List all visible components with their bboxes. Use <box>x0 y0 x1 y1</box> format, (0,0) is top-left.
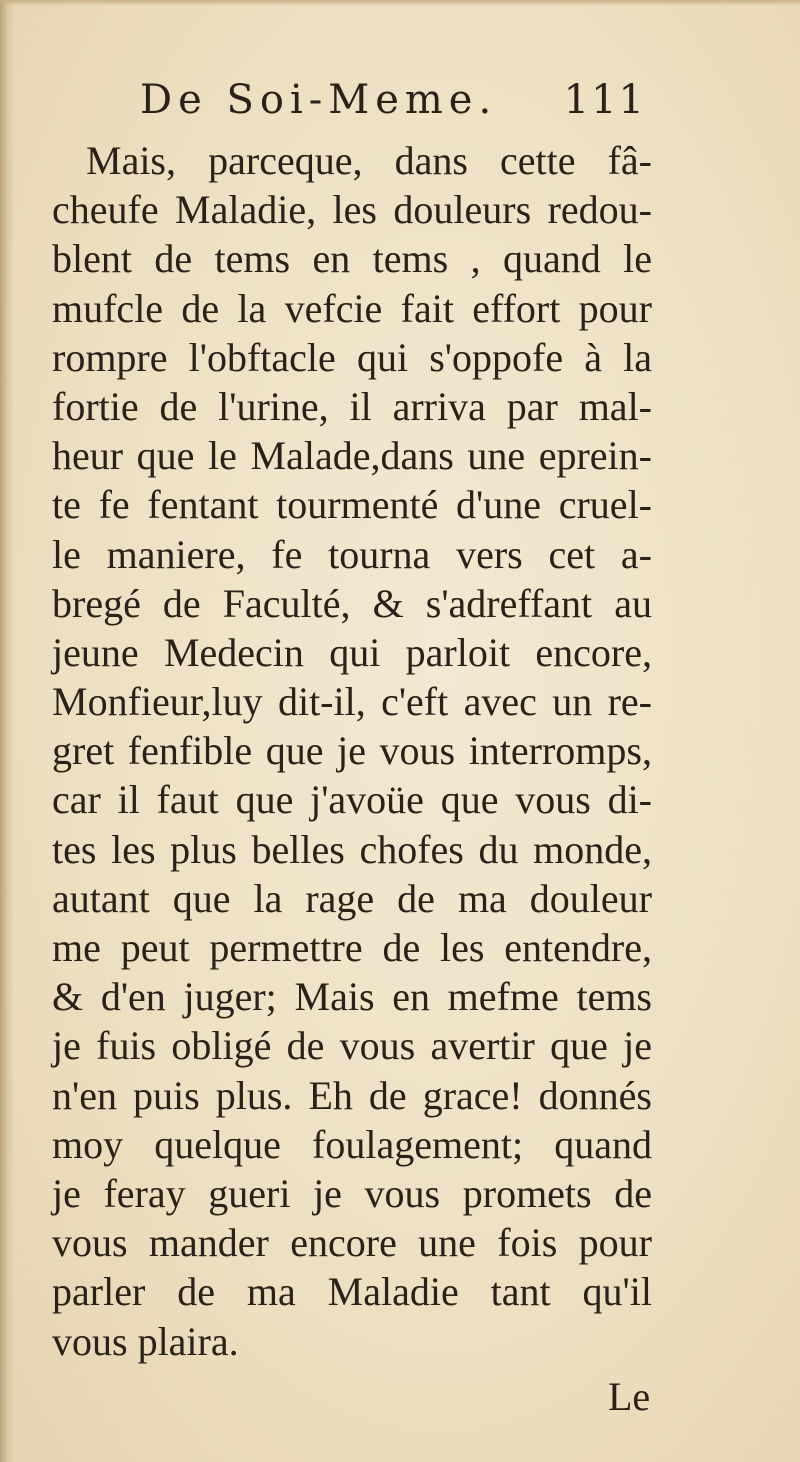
text-line: fortie de l'urine, il arriva par mal- <box>52 383 652 429</box>
text-line: vous mander encore une fois pour <box>52 1220 652 1266</box>
text-line: je feray gueri je vous promets de <box>52 1170 652 1216</box>
text-line: gret fenfible que je vous interromps, <box>52 728 652 774</box>
spine-shadow <box>0 0 14 1462</box>
running-head <box>140 72 660 128</box>
text-line: mufcle de la vefcie fait effort pour <box>52 285 652 331</box>
text-line: cheufe Maladie, les douleurs redou- <box>52 187 652 233</box>
text-line: Mais, parceque, dans cette fâ- <box>86 138 652 183</box>
text-line: jeune Medecin qui parloit encore, <box>52 629 652 675</box>
top-edge-shadow <box>0 0 800 6</box>
text-line: je fuis obligé de vous avertir que je <box>52 1023 652 1069</box>
text-line: autant que la rage de ma douleur <box>52 875 652 921</box>
text-line: te fe fentant tourmenté d'une cruel- <box>52 482 652 528</box>
text-line: tes les plus belles chofes du monde, <box>52 826 652 872</box>
text-block <box>52 136 652 1366</box>
text-line: n'en puis plus. Eh de grace! donnés <box>52 1072 652 1118</box>
text-line: blent de tems en tems , quand le <box>52 236 652 282</box>
page-number: 111 <box>563 77 646 123</box>
text-line: & d'en juger; Mais en mefme tems <box>52 974 652 1020</box>
text-line: moy quelque foulagement; quand <box>52 1121 652 1167</box>
text-line: heur que le Malade,dans une eprein- <box>52 433 652 479</box>
text-line: rompre l'obftacle qui s'oppofe à la <box>52 334 652 380</box>
text-line: le maniere, fe tourna vers cet a- <box>52 531 652 577</box>
catchword: Le <box>608 1374 651 1419</box>
text-line: Monfieur,luy dit-il, c'eft avec un re- <box>52 679 652 725</box>
text-line: me peut permettre de les entendre, <box>52 925 652 970</box>
text-line: bregé de Faculté, & s'adreffant au <box>52 580 652 626</box>
running-title: De Soi-Meme. <box>140 77 498 123</box>
text-line: parler de ma Maladie tant qu'il <box>52 1269 652 1315</box>
text-line: car il faut que j'avoüe que vous di- <box>52 777 652 823</box>
text-line: vous plaira. <box>52 1318 239 1364</box>
